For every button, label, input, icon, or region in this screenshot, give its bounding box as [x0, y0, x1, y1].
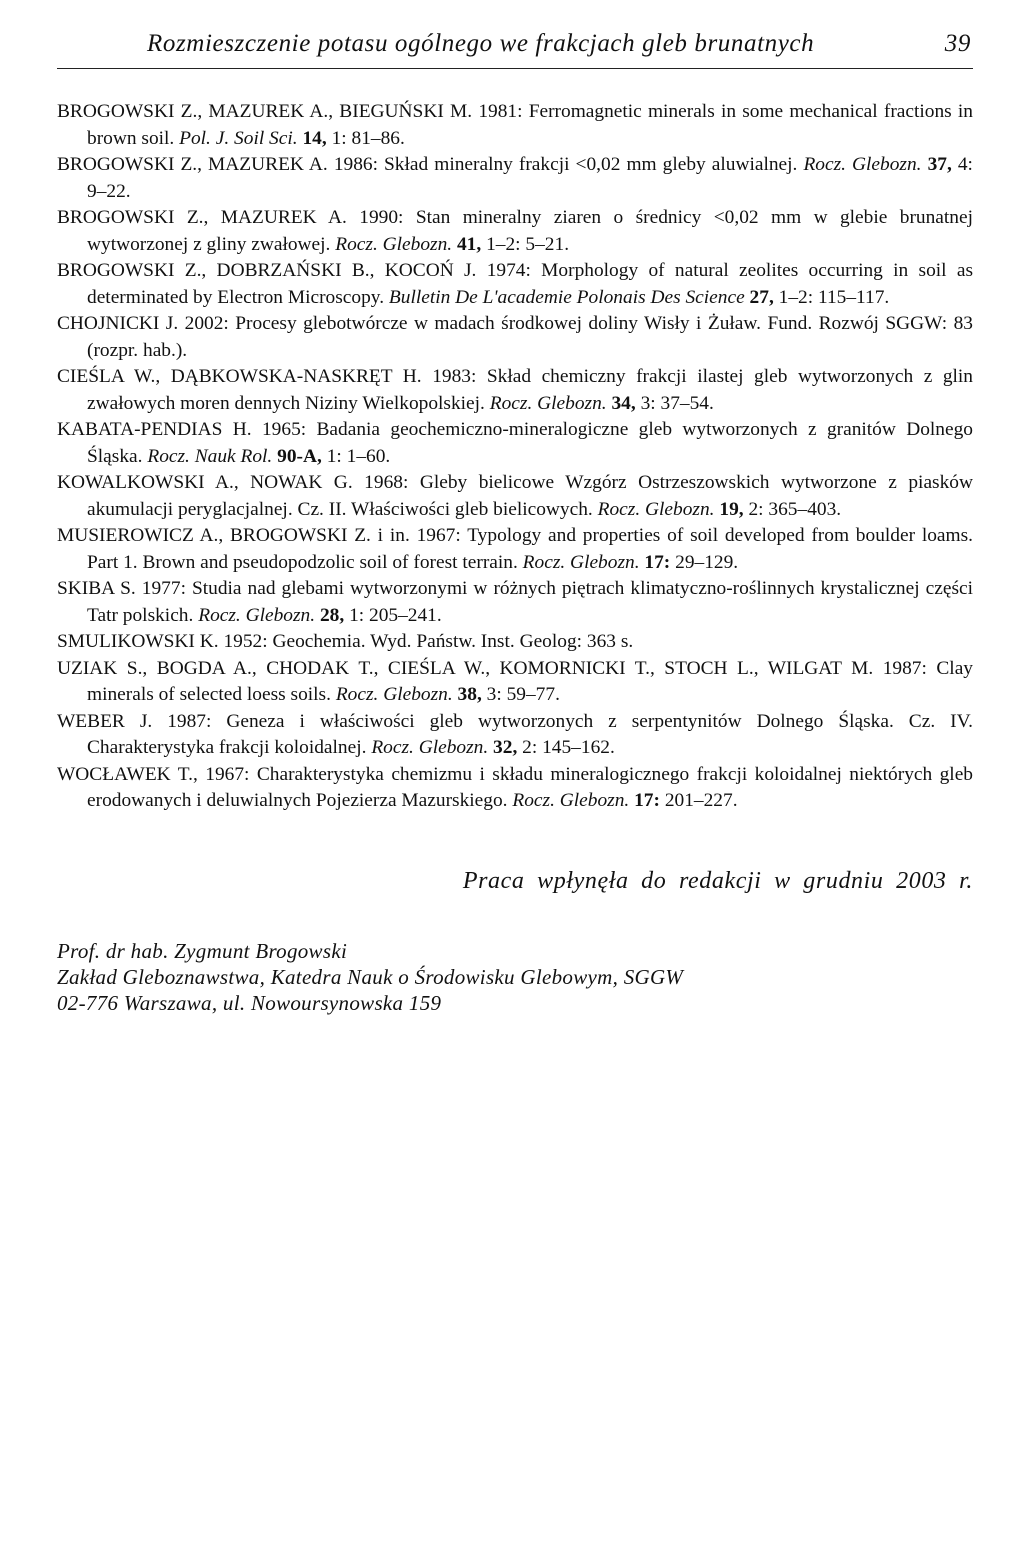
- reference-entry: [57, 523, 973, 576]
- reference-text: 1967: Typology and properties of soil developed from boulder loams. Part 1. Brown and pseudopodzolic soil of forest terrain.: [87, 525, 973, 573]
- reference-text: 1965: Badania geochemiczno-mineralogiczne gleb wytworzonych z granitów Dolnego Śląska.: [87, 419, 973, 467]
- running-header: [57, 30, 973, 69]
- reference-entry: [57, 762, 973, 815]
- reference-entry: [57, 99, 973, 152]
- reference-volume: 17:: [644, 551, 671, 573]
- reference-authors: BROGOWSKI Z., MAZUREK A., BIEGUŃSKI M.: [57, 101, 473, 122]
- author-name: Prof. dr hab. Zygmunt Brogowski: [57, 939, 348, 963]
- reference-entry: [57, 258, 973, 311]
- reference-entry: [57, 629, 973, 656]
- reference-pages: 4: 9–22.: [87, 154, 973, 202]
- reference-entry: [57, 205, 973, 258]
- reference-journal: Rocz. Glebozn.: [198, 604, 316, 626]
- reference-pages: 201–227.: [664, 790, 738, 811]
- reference-pages: 3: 59–77.: [486, 684, 560, 705]
- reference-volume: 90-A,: [277, 445, 322, 467]
- reference-journal: Rocz. Glebozn.: [522, 551, 640, 573]
- reference-volume: 27,: [749, 286, 774, 308]
- reference-volume: 28,: [319, 604, 345, 626]
- reference-authors: UZIAK S., BOGDA A., CHODAK T., CIEŚLA W., KOMORNICKI T., STOCH L., WILGAT M.: [57, 657, 874, 679]
- reference-authors: SMULIKOWSKI K.: [57, 631, 219, 652]
- reference-volume: 17:: [634, 790, 660, 811]
- reference-volume: 37,: [927, 154, 952, 175]
- reference-pages: 29–129.: [675, 551, 739, 573]
- reference-entry: [57, 311, 973, 364]
- running-title: Rozmieszczenie potasu ogólnego we frakcjach gleb brunatnych: [147, 30, 815, 57]
- reference-journal: Rocz. Glebozn.: [371, 737, 489, 758]
- reference-text: 1986: Skład mineralny frakcji <0,02 mm gleby aluwialnej.: [333, 154, 798, 175]
- reference-text: 1974: Morphology of natural zeolites occurring in soil as determinated by Electron Microscopy.: [87, 260, 973, 308]
- reference-text: 1983: Skład chemiczny frakcji ilastej gleb wytworzonych z glin zwałowych moren dennych Niziny Wielkopolskiej.: [87, 366, 973, 414]
- reference-text: 1987: Clay minerals of selected loess soils.: [87, 657, 973, 705]
- reference-list: [57, 99, 973, 815]
- reference-entry: [57, 656, 973, 709]
- reference-entry: [57, 417, 973, 470]
- reference-authors: WEBER J.: [57, 710, 153, 732]
- reference-journal: Rocz. Glebozn.: [335, 684, 453, 705]
- reference-text: 2002: Procesy glebotwórcze w madach środkowej doliny Wisły i Żuław. Fund. Rozwój SGGW: 83 (rozpr. hab.).: [87, 313, 973, 361]
- reference-pages: 1: 205–241.: [349, 604, 442, 626]
- reference-pages: 2: 145–162.: [522, 737, 615, 758]
- reference-volume: 32,: [493, 737, 518, 758]
- reference-journal: Rocz. Glebozn.: [803, 154, 922, 175]
- reference-authors: WOCŁAWEK T.,: [57, 763, 198, 785]
- author-address: 02-776 Warszawa, ul. Nowoursynowska 159: [57, 991, 442, 1015]
- reference-authors: BROGOWSKI Z., DOBRZAŃSKI B., KOCOŃ J.: [57, 260, 477, 281]
- reference-volume: 41,: [456, 233, 482, 255]
- reference-journal: Rocz. Glebozn.: [512, 790, 630, 811]
- reference-volume: 19,: [719, 498, 744, 520]
- reference-text: 1968: Gleby bielicowe Wzgórz Ostrzeszowskich wytworzone z piasków akumulacji peryglacjalnej. Cz. II. Właściwości gleb bielicowych.: [87, 472, 973, 520]
- reference-pages: 1–2: 115–117.: [778, 286, 890, 308]
- reference-authors: CHOJNICKI J.: [57, 313, 179, 334]
- reference-text: 1990: Stan mineralny ziaren o średnicy <0,02 mm w glebie brunatnej wytworzonej z gliny zwałowej.: [87, 207, 973, 255]
- reference-authors: BROGOWSKI Z., MAZUREK A.: [57, 207, 347, 228]
- reference-journal: Bulletin De L'academie Polonais Des Science: [388, 286, 745, 308]
- reference-volume: 14,: [302, 127, 327, 149]
- reference-journal: Rocz. Nauk Rol.: [147, 445, 273, 467]
- reference-entry: [57, 709, 973, 762]
- reference-volume: 38,: [457, 684, 482, 705]
- reference-text: 1967: Charakterystyka chemizmu i składu mineralogicznego frakcji koloidalnej niektórych gleb erodowanych i deluwialnych Pojezierza Mazurskiego.: [87, 763, 973, 811]
- reference-entry: [57, 576, 973, 629]
- page-number: 39: [944, 30, 971, 57]
- reference-text: 1981: Ferromagnetic minerals in some mechanical fractions in brown soil.: [87, 101, 973, 149]
- reference-authors: BROGOWSKI Z., MAZUREK A.: [57, 154, 328, 175]
- reference-text: 1977: Studia nad glebami wytworzonymi w różnych piętrach klimatyczno-roślinnych krystalicznej części Tatr polskich.: [87, 578, 973, 626]
- received-note: Praca wpłynęła do redakcji w grudniu 2003 r.: [462, 868, 973, 894]
- reference-entry: [57, 152, 973, 205]
- reference-journal: Rocz. Glebozn.: [597, 498, 715, 520]
- reference-pages: 3: 37–54.: [640, 392, 714, 414]
- reference-authors: SKIBA S.: [57, 578, 136, 599]
- author-department: Zakład Gleboznawstwa, Katedra Nauk o Środowisku Glebowym, SGGW: [57, 965, 684, 989]
- reference-pages: 1–2: 5–21.: [486, 233, 570, 255]
- reference-pages: 1: 1–60.: [326, 445, 391, 467]
- author-affiliation: [57, 938, 683, 1016]
- reference-authors: MUSIEROWICZ A., BROGOWSKI Z. i in.: [57, 525, 410, 546]
- reference-pages: 2: 365–403.: [748, 498, 842, 520]
- reference-entry: [57, 364, 973, 417]
- reference-entry: [57, 470, 973, 523]
- reference-volume: 34,: [611, 392, 636, 414]
- reference-pages: 1: 81–86.: [331, 127, 405, 149]
- reference-text: 1987: Geneza i właściwości gleb wytworzonych z serpentynitów Dolnego Śląska. Cz. IV. Charakterystyka frakcji koloidalnej.: [87, 710, 973, 758]
- reference-journal: Rocz. Glebozn.: [489, 392, 607, 414]
- reference-journal: Rocz. Glebozn.: [335, 233, 453, 255]
- reference-authors: KOWALKOWSKI A., NOWAK G.: [57, 472, 353, 493]
- reference-authors: CIEŚLA W., DĄBKOWSKA-NASKRĘT H.: [57, 366, 422, 387]
- reference-journal: Pol. J. Soil Sci.: [179, 127, 298, 149]
- reference-authors: KABATA-PENDIAS H.: [57, 419, 252, 440]
- reference-text: 1952: Geochemia. Wyd. Państw. Inst. Geolog: 363 s.: [223, 631, 634, 652]
